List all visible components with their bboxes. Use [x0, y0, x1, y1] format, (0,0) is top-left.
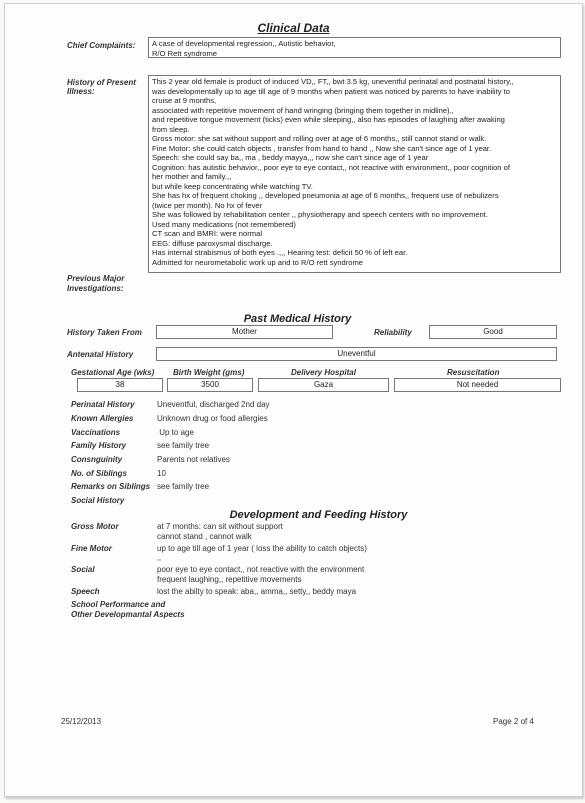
gross-motor-line: cannot stand , cannot walk: [157, 532, 252, 541]
school-performance-label: [71, 600, 185, 620]
speech-value: lost the abilty to speak: aba,, amma,, setty,, beddy maya: [157, 587, 357, 596]
detail-label: Family History: [71, 441, 127, 450]
detail-label: Vaccinations: [71, 428, 121, 437]
detail-label: No. of Siblings: [71, 469, 127, 478]
hpi-line: Has internal strabismus of both eyes .,,, Hearing test: deficit 50 % of left ear.: [152, 248, 408, 257]
social-value: [157, 565, 364, 585]
hpi-line: her mother and family.,,: [152, 172, 232, 181]
hpi-line: Gross motor: she sat without support and rolling over at age of 6 months,, still cannot stand or walk.: [152, 134, 487, 143]
hpi-line: but while keep concentrating while watching TV.: [152, 181, 313, 191]
history-taken-label: History Taken From: [67, 328, 142, 337]
fine-motor-value: up to age till age of 1 year ( loss the ability to catch objects): [157, 544, 367, 553]
hpi-label-line: Illness:: [67, 87, 95, 96]
social-line: poor eye to eye contact,, not reactive with the environment: [157, 565, 365, 574]
antenatal-field: Uneventful: [156, 347, 557, 361]
delivery-hospital-field: Gaza: [258, 378, 389, 392]
chief-complaints-box: [148, 37, 561, 58]
detail-value: 10: [157, 469, 166, 478]
hpi-label-line: History of Present: [67, 78, 136, 87]
detail-value: Parents not relatives: [157, 455, 230, 464]
delivery-hospital-label: Delivery Hospital: [291, 368, 356, 377]
reliability-label: Reliability: [374, 328, 412, 337]
document-page: [4, 3, 583, 797]
speech-label: Speech: [71, 587, 100, 596]
hpi-line: was developmentally up to age till age of 9 months when patient was noticed by parents to have inability to: [152, 86, 510, 96]
detail-label: Remarks on Siblings: [71, 482, 151, 491]
pmh-title: Past Medical History: [243, 313, 352, 325]
resuscitation-label: Resuscitation: [447, 368, 500, 377]
hpi-line: EEG: diffuse paroxysmal discharge.: [152, 238, 273, 248]
hpi-line: CT scan and BMRI: were normal: [152, 229, 263, 238]
hpi-line: Fine Motor: she could catch objects , transfer from hand to hand ,, Now she can't since age of 1 year.: [152, 143, 492, 153]
gross-motor-line: at 7 months: can sit without support: [157, 522, 283, 531]
birth-weight-label: Birth Weight (gms): [173, 368, 245, 377]
dev-title: Development and Feeding History: [229, 509, 408, 521]
detail-value: Uneventful, discharged 2nd day: [157, 400, 270, 409]
detail-value: see family tree: [157, 441, 210, 450]
hpi-line: and repetitive tongue movement (ticks) even while sleeping,, also has episodes of laughing after awaking: [152, 115, 505, 124]
prev-label-line: Investigations:: [67, 284, 124, 293]
hpi-line: This 2 year old female is product of induced VD,, FT,, bwt 3.5 kg, uneventful perinatal and postnatal history,,: [152, 77, 514, 86]
hpi-line: She has hx of frequent choking ,, developed pneumonia at age of 6 months,, frequent use of nebulizers: [152, 191, 499, 200]
hpi-line: She was followed by rehabilitation center ,, physiotherapy and speech centers with no improvement.: [152, 210, 488, 219]
gross-motor-label: Gross Motor: [71, 522, 119, 531]
school-label-line: Other Developmantal Aspects: [71, 610, 185, 619]
detail-label: Perinatal History: [71, 400, 135, 409]
chief-line: R/O Rett syndrome: [152, 48, 217, 58]
hpi-line: associated with repetitive movement of hand wringing (bringing them together in midline),,: [152, 105, 454, 115]
resuscitation-field: Not needed: [394, 378, 561, 392]
gestational-age-field: 38: [77, 378, 163, 392]
hpi-line: Speech: she could say ba,, ma , beddy mayya,,, now she can't since age of 1 year: [152, 153, 429, 162]
gestational-age-label: Gestational Age (wks): [71, 368, 155, 377]
previous-investigations-label: [67, 274, 124, 294]
birth-weight-field: 3500: [167, 378, 253, 392]
hpi-line: Admitted for neurometabolic work up and to R/O rett syndrome: [152, 257, 364, 267]
fine-motor-label: Fine Motor: [71, 544, 112, 553]
detail-label: Known Allergies: [71, 414, 134, 423]
school-label-line: School Performance and: [71, 600, 166, 609]
hpi-line: cruise at 9 months,: [152, 96, 217, 105]
gross-motor-value: [157, 522, 283, 542]
chief-complaints-label: Chief Complaints:: [67, 41, 136, 50]
social-label: Social: [71, 565, 95, 574]
hpi-label: [67, 78, 136, 96]
footer-page-number: Page 2 of 4: [493, 717, 534, 726]
page-title: Clinical Data: [257, 21, 330, 35]
reliability-field: Good: [429, 325, 557, 339]
prev-label-line: Previous Major: [67, 274, 125, 283]
history-taken-field: Mother: [156, 325, 333, 339]
detail-value: Up to age: [157, 428, 194, 437]
hpi-line: from sleep.: [152, 124, 190, 134]
detail-value: see family tree: [157, 482, 210, 491]
hpi-box: [148, 75, 561, 273]
antenatal-label: Antenatal History: [67, 350, 134, 359]
hpi-line: Used many medications (not remembered): [152, 219, 296, 229]
detail-label: Consnguinity: [71, 455, 123, 464]
chief-line: A case of developmental regression,, Autistic behavior,: [152, 39, 336, 48]
detail-value: Unknown drug or food allergies: [157, 414, 268, 423]
social-mark: ,,: [157, 555, 161, 562]
footer-date: 25/12/2013: [61, 717, 102, 726]
hpi-line: Cognition: has autistic behavior,, poor eye to eye contact,, not reactive with environment,, poor cognition of: [152, 162, 510, 172]
detail-label: Social History: [71, 496, 125, 505]
hpi-line: (twice per month). No hx of fever: [152, 200, 263, 210]
social-line: frequent laughing,, repetitive movements: [157, 575, 302, 584]
